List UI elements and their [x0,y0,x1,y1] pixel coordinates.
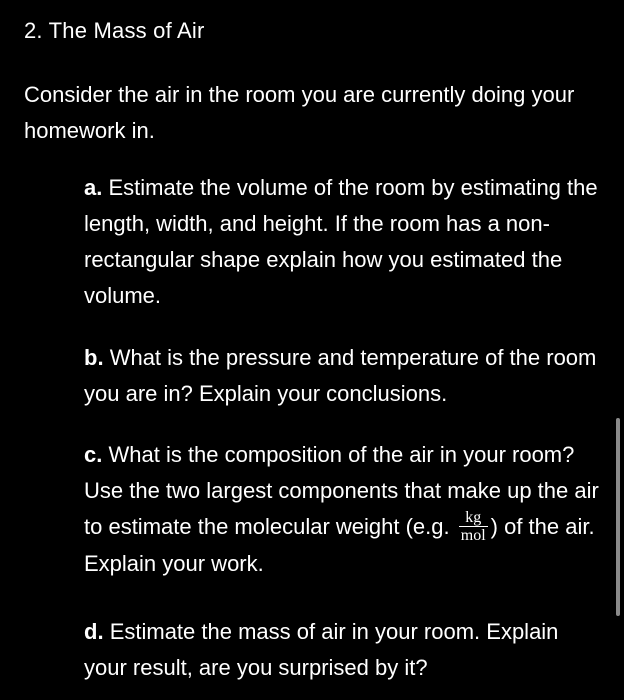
part-text-after: ) of the air. Explain your work. [84,514,595,576]
part-letter: b. [84,345,104,370]
intro-paragraph: Consider the air in the room you are currently doing your homework in. [24,82,575,143]
part-text: Estimate the mass of air in your room. Explain your result, are you surprised by it? [84,619,559,680]
question-part-d [84,614,604,686]
part-letter: d. [84,619,104,644]
vertical-scrollbar[interactable] [616,418,620,616]
question-part-a [84,170,604,314]
part-text-before: What is the composition of the air in your room? Use the two largest components that make up the air to estimate the molecular weight (e.g. [84,442,599,539]
part-letter: c. [84,442,103,467]
section-heading: 2. The Mass of Air [24,18,205,43]
question-part-b [84,340,604,412]
fraction-denominator: mol [460,526,486,544]
fraction-numerator: kg [459,509,488,527]
question-part-c [84,437,604,582]
units-fraction [459,509,488,544]
part-text: Estimate the volume of the room by estimating the length, width, and height. If the room has a non-rectangular shape explain how you estimated the volume. [84,175,598,308]
part-letter: a. [84,175,103,200]
part-text: What is the pressure and temperature of the room you are in? Explain your conclusions. [84,345,597,406]
